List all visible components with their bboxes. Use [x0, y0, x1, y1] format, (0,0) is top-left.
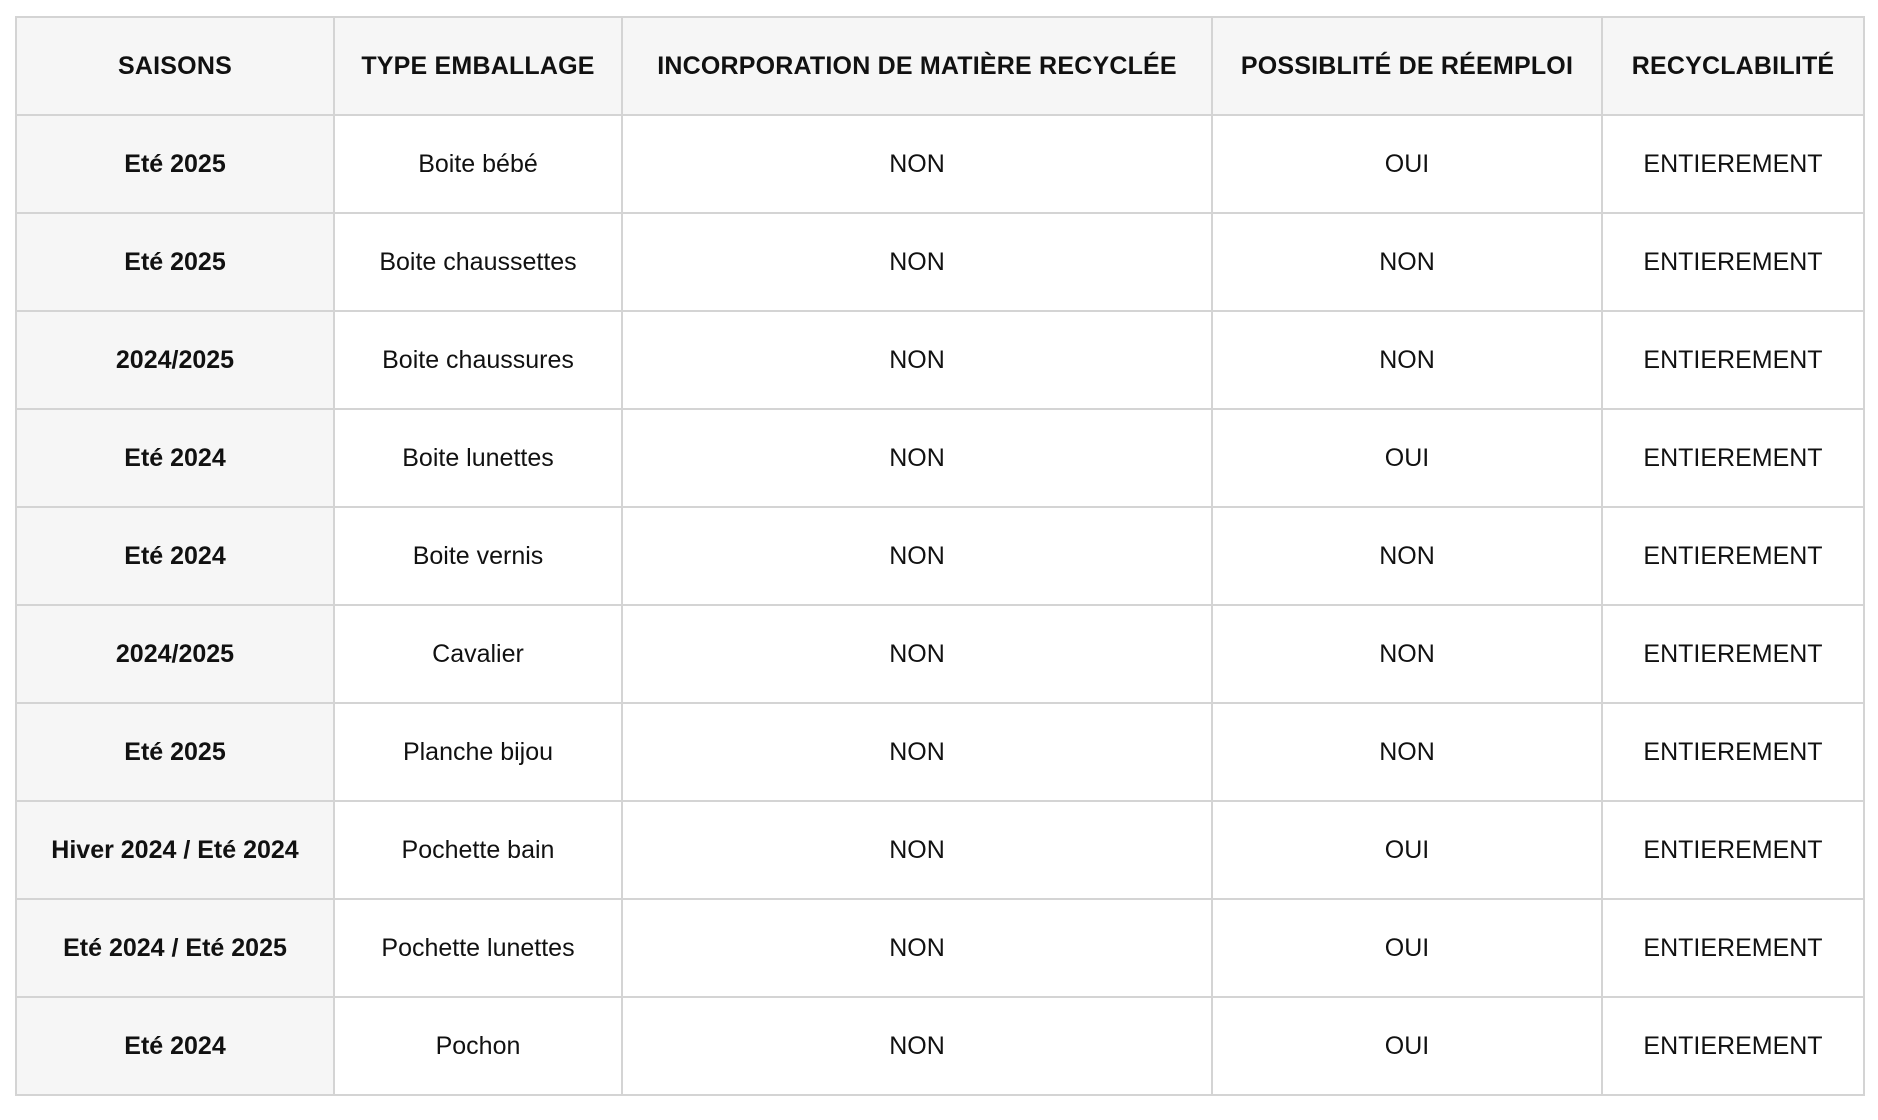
cell-type-emballage: Boite chaussures — [334, 311, 622, 409]
cell-type-emballage: Boite lunettes — [334, 409, 622, 507]
cell-incorporation: NON — [622, 115, 1212, 213]
cell-reemploi: OUI — [1212, 997, 1602, 1095]
header-possibilite-reemploi: POSSIBLITÉ DE RÉEMPLOI — [1212, 17, 1602, 115]
cell-recyclabilite: ENTIEREMENT — [1602, 703, 1864, 801]
cell-type-emballage: Cavalier — [334, 605, 622, 703]
cell-incorporation: NON — [622, 605, 1212, 703]
cell-saison: Hiver 2024 / Eté 2024 — [16, 801, 334, 899]
cell-recyclabilite: ENTIEREMENT — [1602, 801, 1864, 899]
cell-type-emballage: Boite bébé — [334, 115, 622, 213]
cell-type-emballage: Pochon — [334, 997, 622, 1095]
cell-reemploi: OUI — [1212, 801, 1602, 899]
cell-type-emballage: Boite chaussettes — [334, 213, 622, 311]
cell-incorporation: NON — [622, 703, 1212, 801]
cell-saison: Eté 2025 — [16, 213, 334, 311]
cell-saison: Eté 2024 — [16, 409, 334, 507]
table-row — [16, 997, 1864, 1095]
cell-incorporation: NON — [622, 311, 1212, 409]
table-row — [16, 311, 1864, 409]
cell-saison: Eté 2025 — [16, 703, 334, 801]
cell-saison: 2024/2025 — [16, 311, 334, 409]
cell-type-emballage: Pochette lunettes — [334, 899, 622, 997]
cell-recyclabilite: ENTIEREMENT — [1602, 507, 1864, 605]
header-type-emballage: TYPE EMBALLAGE — [334, 17, 622, 115]
cell-saison: Eté 2024 — [16, 997, 334, 1095]
header-saisons: SAISONS — [16, 17, 334, 115]
cell-incorporation: NON — [622, 507, 1212, 605]
cell-recyclabilite: ENTIEREMENT — [1602, 213, 1864, 311]
cell-incorporation: NON — [622, 409, 1212, 507]
table-row — [16, 409, 1864, 507]
table-row — [16, 899, 1864, 997]
cell-type-emballage: Pochette bain — [334, 801, 622, 899]
cell-incorporation: NON — [622, 213, 1212, 311]
cell-saison: Eté 2024 / Eté 2025 — [16, 899, 334, 997]
cell-saison: Eté 2025 — [16, 115, 334, 213]
cell-type-emballage: Boite vernis — [334, 507, 622, 605]
cell-reemploi: OUI — [1212, 899, 1602, 997]
cell-reemploi: NON — [1212, 507, 1602, 605]
table-row — [16, 213, 1864, 311]
cell-incorporation: NON — [622, 997, 1212, 1095]
table-row — [16, 703, 1864, 801]
cell-recyclabilite: ENTIEREMENT — [1602, 409, 1864, 507]
table-row — [16, 115, 1864, 213]
table-row — [16, 605, 1864, 703]
cell-recyclabilite: ENTIEREMENT — [1602, 605, 1864, 703]
cell-recyclabilite: ENTIEREMENT — [1602, 311, 1864, 409]
cell-reemploi: NON — [1212, 703, 1602, 801]
header-incorporation-matiere-recyclee: INCORPORATION DE MATIÈRE RECYCLÉE — [622, 17, 1212, 115]
table-row — [16, 507, 1864, 605]
cell-reemploi: OUI — [1212, 115, 1602, 213]
cell-reemploi: OUI — [1212, 409, 1602, 507]
cell-recyclabilite: ENTIEREMENT — [1602, 997, 1864, 1095]
cell-incorporation: NON — [622, 801, 1212, 899]
cell-recyclabilite: ENTIEREMENT — [1602, 115, 1864, 213]
header-recyclabilite: RECYCLABILITÉ — [1602, 17, 1864, 115]
cell-incorporation: NON — [622, 899, 1212, 997]
cell-reemploi: NON — [1212, 213, 1602, 311]
cell-saison: Eté 2024 — [16, 507, 334, 605]
cell-reemploi: NON — [1212, 311, 1602, 409]
cell-type-emballage: Planche bijou — [334, 703, 622, 801]
table-header-row — [16, 17, 1864, 115]
cell-saison: 2024/2025 — [16, 605, 334, 703]
cell-recyclabilite: ENTIEREMENT — [1602, 899, 1864, 997]
packaging-table-container — [15, 16, 1863, 1096]
table-row — [16, 801, 1864, 899]
cell-reemploi: NON — [1212, 605, 1602, 703]
packaging-table — [15, 16, 1865, 1096]
